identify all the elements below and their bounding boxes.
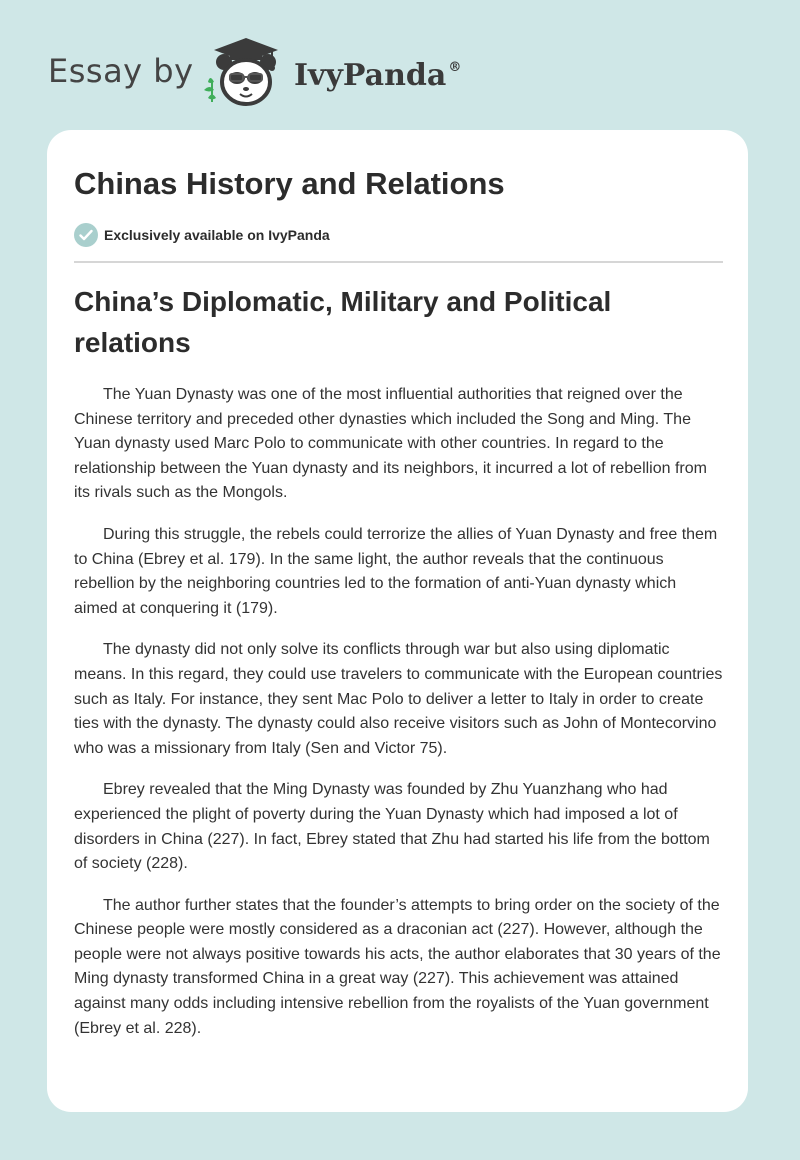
paragraph: The dynasty did not only solve its conflicts through war but also using diplomatic means. In this regard, they could use travelers to communicate with the European countries such as Italy. For instance, they sent Mac Polo to deliver a letter to Italy in order to create ties with the dynasty. The dynasty could also receive visitors such as John of Montecorvino who was a missionary from Italy (Sen and Victor 75). — [74, 641, 723, 757]
page-title: Chinas History and Relations — [74, 166, 505, 201]
brand-header[interactable] — [48, 36, 508, 116]
article-body — [74, 383, 724, 1058]
brand-name-text: IvyPanda — [294, 58, 447, 93]
paragraph: The author further states that the founder’s attempts to bring order on the society of the Chinese people were mostly considered as a draconian act (227). However, although the people were not always positive towards his acts, the author elaborates that 30 years of the Ming dynasty transformed China in a great way (227). This achievement was attained against many odds including intensive rebellion from the royalists of the Yuan government (Ebrey et al. 228). — [74, 896, 721, 1037]
badge-label: Exclusively available on IvyPanda — [104, 227, 330, 243]
divider — [74, 261, 723, 263]
section-title: China’s Diplomatic, Military and Political relations — [74, 286, 612, 358]
paragraph: During this struggle, the rebels could terrorize the allies of Yuan Dynasty and free them to China (Ebrey et al. 179). In the same light, the author reveals that the continuous rebellion by the neighboring countries led to the formation of anti-Yuan dynasty which aimed at conquering it (179). — [74, 525, 718, 617]
brand-prefix: Essay by — [48, 52, 194, 90]
article-card — [47, 130, 748, 1112]
brand-name — [294, 58, 461, 93]
check-icon — [74, 223, 98, 247]
paragraph: The Yuan Dynasty was one of the most influential authorities that reigned over the Chinese territory and preceded other dynasties which included the Song and Ming. The Yuan dynasty used Marc Polo to communicate with other countries. In regard to the relationship between the Yuan dynasty and its neighbors, it incurred a lot of rebellion from its rivals such as the Mongols. — [74, 386, 707, 502]
panda-graduate-icon — [202, 36, 288, 113]
paragraph: Ebrey revealed that the Ming Dynasty was founded by Zhu Yuanzhang who had experienced the plight of poverty during the Yuan Dynasty which had imposed a lot of disorders in China (227). In fact, Ebrey stated that Zhu had started his life from the bottom of society (228). — [74, 781, 710, 873]
availability-badge — [74, 222, 330, 248]
registered-mark: ® — [448, 60, 462, 75]
